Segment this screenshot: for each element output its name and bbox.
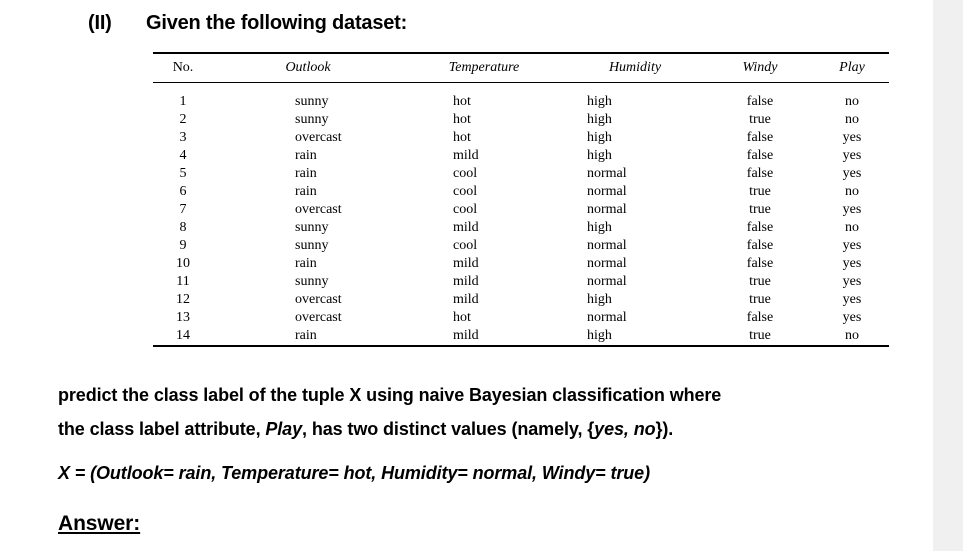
cell-temperature: mild xyxy=(453,256,479,271)
cell-no: 10 xyxy=(176,256,190,271)
class-values: yes, no xyxy=(594,419,656,439)
cell-outlook: overcast xyxy=(295,292,342,307)
cell-no: 5 xyxy=(179,166,187,181)
header-windy: Windy xyxy=(742,60,778,75)
cell-outlook: rain xyxy=(295,148,317,163)
cell-outlook: sunny xyxy=(295,94,329,109)
cell-temperature: cool xyxy=(453,166,478,181)
table-row xyxy=(153,147,889,165)
cell-windy: false xyxy=(746,220,774,235)
cell-outlook: sunny xyxy=(295,238,329,253)
cell-humidity: high xyxy=(587,112,612,127)
cell-windy: true xyxy=(749,184,771,199)
cell-humidity: normal xyxy=(587,310,627,325)
header-humidity: Humidity xyxy=(608,60,662,75)
cell-outlook: overcast xyxy=(295,202,342,217)
cell-play: yes xyxy=(842,148,862,163)
cell-temperature: cool xyxy=(453,184,478,199)
cell-play: no xyxy=(845,112,859,127)
cell-no: 12 xyxy=(176,292,190,307)
cell-temperature: mild xyxy=(453,220,479,235)
tuple-x: X = (Outlook= rain, Temperature= hot, Humidity= normal, Windy= true) xyxy=(58,463,650,483)
cell-outlook: rain xyxy=(295,166,317,181)
cell-humidity: high xyxy=(587,328,612,343)
table-row xyxy=(153,129,889,147)
cell-play: no xyxy=(845,328,859,343)
table-row xyxy=(153,219,889,237)
cell-temperature: mild xyxy=(453,148,479,163)
cell-temperature: mild xyxy=(453,328,479,343)
prompt-line-1: predict the class label of the tuple X using naive Bayesian classification where xyxy=(58,385,722,405)
cell-play: yes xyxy=(842,274,862,289)
cell-humidity: normal xyxy=(587,202,627,217)
cell-temperature: cool xyxy=(453,238,478,253)
table-row xyxy=(153,309,889,327)
prompt-line-2-mid: , has two distinct values (namely, { xyxy=(302,419,595,439)
table-row xyxy=(153,237,889,255)
table-row xyxy=(153,201,889,219)
cell-play: yes xyxy=(842,238,862,253)
cell-no: 14 xyxy=(176,328,190,343)
cell-temperature: hot xyxy=(453,112,471,127)
table-row xyxy=(153,273,889,291)
dataset-table xyxy=(153,52,889,347)
cell-no: 7 xyxy=(179,202,187,217)
header-no: No. xyxy=(172,60,194,75)
cell-outlook: sunny xyxy=(295,274,329,289)
cell-windy: false xyxy=(746,238,774,253)
cell-windy: false xyxy=(746,256,774,271)
cell-no: 11 xyxy=(176,274,190,289)
cell-play: yes xyxy=(842,256,862,271)
cell-temperature: hot xyxy=(453,130,471,145)
cell-humidity: normal xyxy=(587,256,627,271)
table-body xyxy=(153,93,889,345)
cell-temperature: mild xyxy=(453,292,479,307)
question-number: (II) xyxy=(88,12,112,34)
table-row xyxy=(153,183,889,201)
cell-temperature: hot xyxy=(453,310,471,325)
cell-windy: false xyxy=(746,130,774,145)
table-row xyxy=(153,111,889,129)
cell-play: yes xyxy=(842,292,862,307)
cell-play: yes xyxy=(842,166,862,181)
header-outlook: Outlook xyxy=(285,60,331,75)
cell-temperature: mild xyxy=(453,274,479,289)
cell-no: 6 xyxy=(179,184,187,199)
cell-windy: true xyxy=(749,292,771,307)
question-title: Given the following dataset: xyxy=(146,12,408,34)
cell-temperature: hot xyxy=(453,94,471,109)
cell-windy: true xyxy=(749,202,771,217)
cell-windy: true xyxy=(749,112,771,127)
cell-no: 4 xyxy=(179,148,187,163)
cell-humidity: high xyxy=(587,94,612,109)
header-play: Play xyxy=(839,60,865,75)
prompt-line-2 xyxy=(58,419,673,440)
cell-no: 1 xyxy=(179,94,187,109)
cell-outlook: rain xyxy=(295,184,317,199)
table-row xyxy=(153,327,889,345)
table-row xyxy=(153,291,889,309)
cell-play: yes xyxy=(842,202,862,217)
cell-humidity: high xyxy=(587,220,612,235)
header-temperature: Temperature xyxy=(448,60,520,75)
cell-humidity: normal xyxy=(587,184,627,199)
prompt-line-2-post: }). xyxy=(655,419,674,439)
cell-play: no xyxy=(845,220,859,235)
cell-outlook: rain xyxy=(295,328,317,343)
cell-outlook: sunny xyxy=(295,220,329,235)
cell-windy: false xyxy=(746,166,774,181)
answer-label: Answer: xyxy=(58,512,141,535)
cell-windy: true xyxy=(749,328,771,343)
cell-play: no xyxy=(845,94,859,109)
table-row xyxy=(153,255,889,273)
class-attribute: Play xyxy=(265,419,303,439)
cell-windy: true xyxy=(749,274,771,289)
cell-humidity: normal xyxy=(587,238,627,253)
cell-no: 8 xyxy=(179,220,187,235)
cell-humidity: high xyxy=(587,130,612,145)
prompt-line-2-pre: the class label attribute, xyxy=(58,419,266,439)
cell-windy: false xyxy=(746,148,774,163)
cell-outlook: rain xyxy=(295,256,317,271)
cell-humidity: high xyxy=(587,148,612,163)
cell-no: 2 xyxy=(179,112,187,127)
cell-humidity: high xyxy=(587,292,612,307)
cell-outlook: sunny xyxy=(295,112,329,127)
table-header-row xyxy=(153,54,889,83)
cell-humidity: normal xyxy=(587,274,627,289)
cell-play: yes xyxy=(842,130,862,145)
cell-humidity: normal xyxy=(587,166,627,181)
cell-outlook: overcast xyxy=(295,130,342,145)
table-row xyxy=(153,93,889,111)
cell-no: 13 xyxy=(176,310,190,325)
cell-temperature: cool xyxy=(453,202,478,217)
cell-no: 9 xyxy=(179,238,187,253)
cell-windy: false xyxy=(746,310,774,325)
side-panel xyxy=(933,0,963,551)
cell-no: 3 xyxy=(179,130,187,145)
cell-play: yes xyxy=(842,310,862,325)
cell-play: no xyxy=(845,184,859,199)
table-row xyxy=(153,165,889,183)
cell-windy: false xyxy=(746,94,774,109)
question-heading xyxy=(88,12,407,35)
cell-outlook: overcast xyxy=(295,310,342,325)
